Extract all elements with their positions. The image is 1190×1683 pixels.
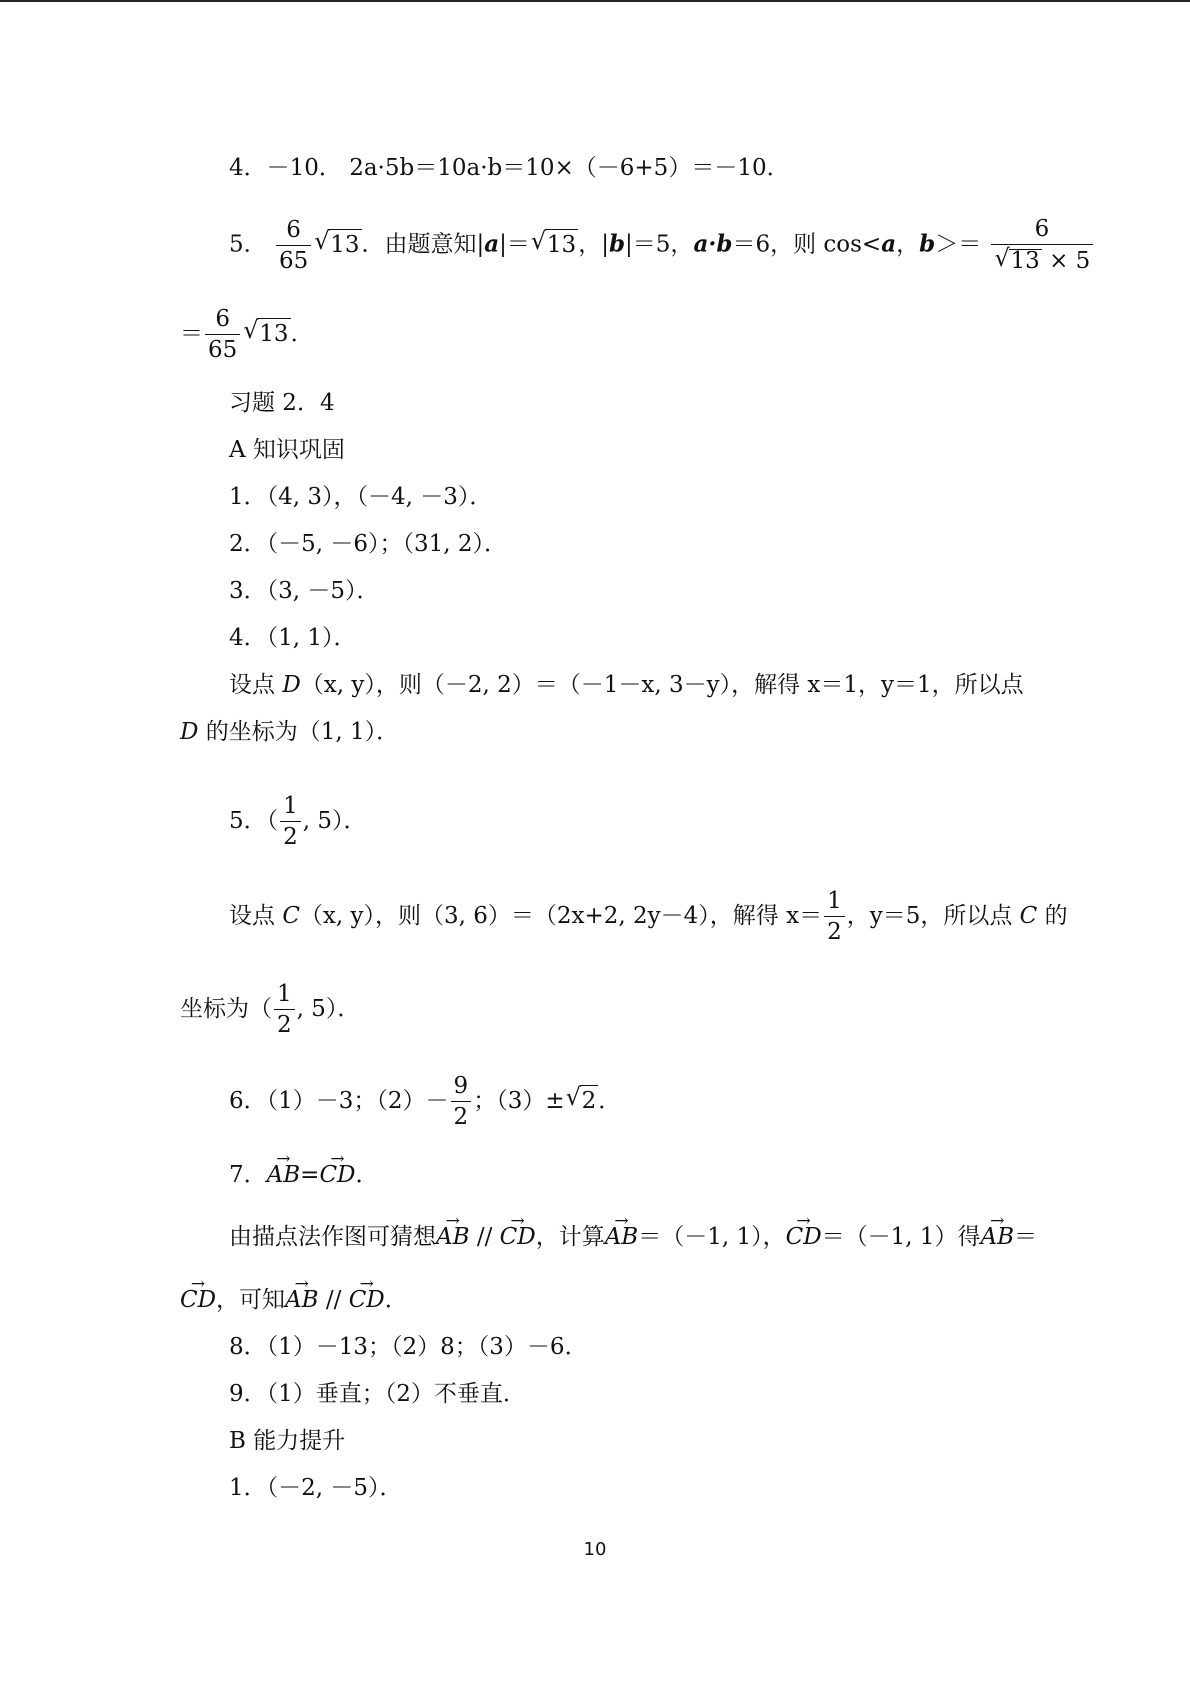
exercise-a8: 8．（1）－13；（2）8；（3）－6． bbox=[229, 1334, 588, 1360]
vector-cd: CD → bbox=[349, 1285, 385, 1315]
answer-5-continued bbox=[180, 308, 314, 362]
vector-b: b bbox=[919, 230, 936, 258]
exercise-a4: 4．（1, 1）． bbox=[229, 625, 357, 651]
equals: ＝ bbox=[1014, 1224, 1038, 1250]
vector-ab: AB → bbox=[981, 1222, 1015, 1252]
parallel-symbol: // bbox=[469, 1224, 500, 1250]
solution-text: 设点 bbox=[229, 903, 275, 929]
exercise-text: 5．（ bbox=[229, 808, 279, 834]
fraction-numerator: 1 bbox=[283, 793, 298, 819]
sqrt-expression: √ 13 bbox=[545, 229, 578, 260]
solution-text: ，可知 bbox=[216, 1287, 286, 1313]
answer-4: 4．－10． 2a·5b＝10a·b＝10×（－6+5）＝－10． bbox=[229, 155, 790, 181]
fraction bbox=[205, 308, 240, 362]
equals: = bbox=[300, 1162, 320, 1188]
solution-text: 由描点法作图可猜想 bbox=[229, 1224, 436, 1250]
solution-text: （x, y），则（－2, 2）＝（－1－x, 3－y），解得 x＝1，y＝1，所以点 bbox=[300, 672, 1024, 698]
solution-text: ＝（－1, 1）， bbox=[638, 1224, 786, 1250]
fraction-denominator: 2 bbox=[280, 821, 301, 849]
vector-a: a bbox=[484, 230, 500, 258]
sqrt-expression: √ 13 bbox=[1009, 249, 1042, 273]
point-c: C bbox=[1019, 903, 1038, 929]
section-a-heading: A 知识巩固 bbox=[229, 437, 345, 463]
exercise-text: ；（3）± bbox=[473, 1088, 565, 1114]
vector-ab: AB → bbox=[605, 1222, 639, 1252]
fraction bbox=[274, 983, 295, 1037]
equals: ＝ bbox=[180, 321, 203, 347]
comma: ， bbox=[896, 231, 920, 258]
point-c: C bbox=[282, 903, 300, 929]
period: ． bbox=[384, 1287, 408, 1313]
period: ． bbox=[290, 321, 314, 347]
solution-text: , 5）． bbox=[296, 996, 361, 1022]
fraction-numerator: 1 bbox=[827, 888, 842, 914]
equals-five: ＝5， bbox=[632, 231, 694, 258]
vector-cd: CD → bbox=[319, 1160, 355, 1190]
period: ． bbox=[598, 1088, 622, 1114]
sqrt-expression: √ 13 bbox=[257, 318, 290, 349]
section-b-heading: B 能力提升 bbox=[229, 1428, 346, 1454]
fraction-denominator: 65 bbox=[205, 334, 240, 362]
exercise-a6 bbox=[229, 1075, 621, 1129]
cos-text: ＝6，则 cos< bbox=[732, 231, 882, 258]
exercise-b1: 1．（－2, －5）． bbox=[229, 1475, 403, 1501]
solution-text: ，y＝5，所以点 bbox=[846, 903, 1013, 929]
point-d: D bbox=[282, 672, 301, 698]
sqrt-expression: √ 2 bbox=[580, 1085, 599, 1116]
exercise-text: 6．（1）－3；（2）－ bbox=[229, 1088, 449, 1114]
times-five: × 5 bbox=[1041, 248, 1091, 274]
fraction bbox=[991, 218, 1094, 273]
vector-ab: AB → bbox=[267, 1160, 301, 1190]
exercise-a9: 9．（1）垂直；（2）不垂直． bbox=[229, 1381, 526, 1407]
sqrt-expression: √ 13 bbox=[328, 229, 361, 260]
exercise-a4-solution bbox=[229, 670, 1024, 700]
fraction-denominator: 2 bbox=[824, 916, 845, 944]
equals: ＝ bbox=[506, 231, 530, 258]
fraction-denominator: 2 bbox=[274, 1009, 295, 1037]
exercise-a4-solution-continued bbox=[180, 717, 399, 747]
fraction-denominator bbox=[991, 244, 1094, 273]
fraction-denominator: 2 bbox=[451, 1101, 472, 1129]
solution-text: 的坐标为（1, 1）． bbox=[198, 719, 400, 745]
parallel-symbol: // bbox=[318, 1287, 349, 1313]
exercise-text: , 5）． bbox=[302, 808, 367, 834]
exercise-a2: 2．（－5, －6）；（31, 2）． bbox=[229, 531, 508, 557]
exercise-a3: 3．（3, －5）． bbox=[229, 578, 380, 604]
top-border-line bbox=[0, 0, 1190, 2]
vector-ab: AB → bbox=[436, 1222, 470, 1252]
fraction-denominator: 65 bbox=[276, 245, 311, 273]
solution-text: ＝（－1, 1）得 bbox=[821, 1224, 981, 1250]
exercise-a1: 1．（4, 3），（－4, －3）． bbox=[229, 484, 493, 510]
solution-text: 设点 bbox=[229, 672, 275, 698]
fraction-numerator: 6 bbox=[286, 216, 301, 243]
fraction-numerator: 6 bbox=[215, 306, 230, 332]
exercise-a5-solution-continued bbox=[180, 983, 360, 1037]
vector-ab: AB → bbox=[285, 1285, 319, 1315]
dot-product: a·b bbox=[693, 230, 733, 258]
fraction bbox=[451, 1075, 472, 1129]
fraction bbox=[276, 216, 311, 274]
solution-text: 的 bbox=[1037, 903, 1068, 929]
vector-b: b bbox=[608, 230, 626, 258]
point-d: D bbox=[180, 719, 199, 745]
fraction-numerator: 6 bbox=[1034, 216, 1050, 242]
answer-5-number: 5． bbox=[229, 231, 267, 258]
answer-5-text: ．由题意知 bbox=[361, 231, 477, 258]
solution-text: ，计算 bbox=[535, 1224, 605, 1250]
section-title: 习题 2．4 bbox=[229, 390, 335, 416]
fraction bbox=[280, 795, 301, 849]
exercise-a7 bbox=[229, 1160, 378, 1190]
exercise-text: 7． bbox=[229, 1162, 267, 1188]
fraction-numerator: 1 bbox=[277, 981, 292, 1007]
fraction-numerator: 9 bbox=[453, 1073, 469, 1099]
solution-text: 坐标为（ bbox=[180, 996, 272, 1022]
answer-5: 5． $\frac{6}{65}$ √ 13．由题意知|a|＝√ 13，|b|＝5，a·b＝6，则 cos<a，b＞＝ 6 √ 13 × 5 bbox=[229, 218, 1095, 273]
vector-cd: CD → bbox=[180, 1285, 216, 1315]
vector-cd: CD → bbox=[786, 1222, 822, 1252]
exercise-a5-solution bbox=[229, 890, 1068, 944]
exercise-a7-solution-continued bbox=[180, 1285, 408, 1315]
period: ． bbox=[355, 1162, 379, 1188]
page-number: 10 bbox=[583, 1539, 607, 1560]
comma: ， bbox=[578, 231, 602, 258]
exercise-a5 bbox=[229, 795, 367, 849]
solution-text: （x, y），则（3, 6）＝（2x+2, 2y－4），解得 x＝ bbox=[299, 903, 823, 929]
fraction bbox=[824, 890, 845, 944]
vector-cd: CD → bbox=[500, 1222, 536, 1252]
vector-a: a bbox=[881, 230, 897, 258]
exercise-a7-solution bbox=[229, 1222, 1037, 1252]
equals: ＞＝ bbox=[935, 231, 982, 258]
